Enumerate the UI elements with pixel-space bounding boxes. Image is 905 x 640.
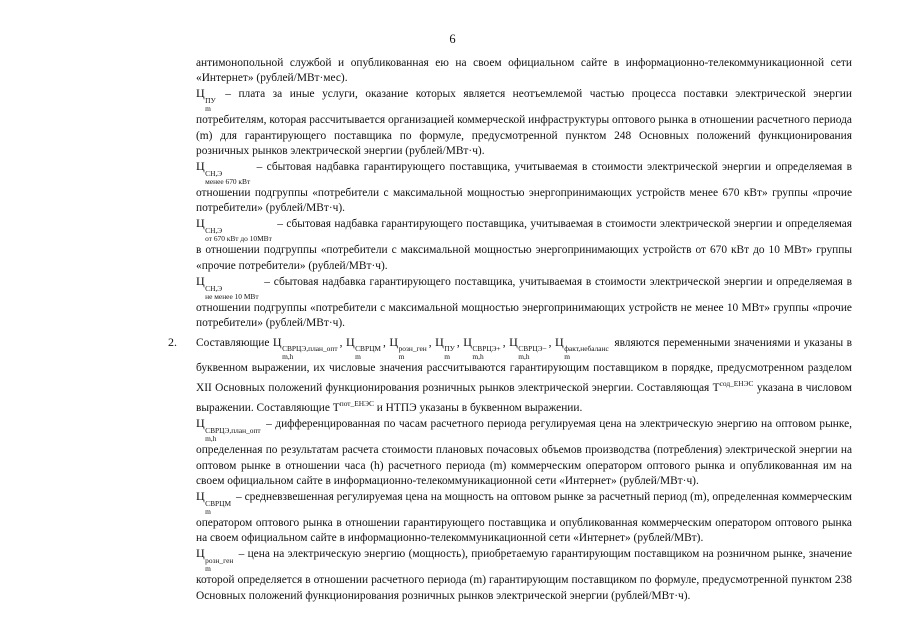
item-2-text: Составляющие Ц СВРЦЭ,план_опт m,h , Ц СВРЦМ m , Ц розн_ген m , Ц ПУ m , Ц СВРЦЭ+ m,h , Ц СВРЦЭ− m,h , Ц факт,небаланс m являются переменными значениями и указаны в буквенном выражении, их числовые значения рассчитываются гарантирующим поставщиком в порядке, предусмотренном разделом XII Основных положений функционирования розничных рынков электрической энергии. Составляющая $Т^{сод\_ЕНЭС}$ указана в числовом выражении. Составляющие $Т^{пот\_ЕНЭС}$ и НТПЭ указаны в буквенном выражении. — [196, 335, 853, 415]
item-text: указана в числовом выражении. Составляющие Т — [196, 382, 852, 415]
definition-markup-less-670 — [196, 159, 852, 216]
formula-symbol: Ц СН,Э от 670 кВт до 10МВт — [196, 216, 272, 244]
definition-text: – сбытовая надбавка гарантирующего поставщика, учитываемая в стоимости электрической энергии и определяемая в отношении подгруппы «потребители с максимальной мощностью энергопринимающих устройств менее 670 кВт» группы «прочие потребители» (рублей/МВт·ч). — [196, 161, 852, 215]
item-lead: Составляющие — [196, 337, 273, 350]
definition-svrce-plan — [196, 416, 852, 489]
definition-text: – сбытовая надбавка гарантирующего поставщика, учитываемая в стоимости электрической энергии и определяемая в отношении подгруппы «потребители с максимальной мощностью энергопринимающих устройств не менее 10 МВт» группы «прочие потребители» (рублей/МВт·ч). — [196, 275, 852, 330]
formula-symbol: Ц СВРЦЭ− m,h — [509, 335, 547, 362]
definition-rozn-gen — [196, 546, 852, 603]
t-sod-sup: сод_ЕНЭС — [719, 379, 754, 389]
definition-other-services — [196, 86, 852, 159]
formula-symbol: Ц СН,Э менее 670 кВт — [196, 159, 251, 187]
formula-symbol: Ц СВРЦМ m — [345, 335, 382, 362]
formula-symbol: Ц СН,Э не менее 10 МВт — [196, 273, 259, 301]
formula-symbol: Ц СВРЦМ m — [196, 489, 232, 517]
definition-text: – плата за иные услуги, оказание которых является неотъемлемой частью процесса поставки электрической энергии потребителям, которая рассчитывается организацией коммерческой инфраструктуры оптового рынка в отношении расчетного периода (m) для гарантирующего поставщика по формуле, предусмотренной пунктом 248 Основных положений функционирования розничных рынков электрической энергии (рублей/МВт·ч). — [196, 88, 852, 157]
definition-text: – дифференцированная по часам расчетного периода регулируемая цена на электрическую энергию на оптовом рынке, определенная по результатам расчета стоимости плановых почасовых объемов производства (потребления) электрической энергии на оптовом рынке в отношении часа (h) расчетного периода (m) коммерческим оператором оптового рынка и опубликованная им на своем официальном сайте в информационно-телекоммуникационной сети «Интернет» (рублей/МВт·ч). — [196, 418, 852, 487]
formula-symbol: Ц СВРЦЭ,план_опт m,h — [196, 416, 261, 444]
item-text: и НТПЭ указаны в буквенном выражении. — [373, 402, 583, 415]
definition-text: – средневзвешенная регулируемая цена на мощность на оптовом рынке за расчетный период (m), определенная коммерческим оператором оптового рынка в отношении гарантирующего поставщика и опубликованная коммерческим оператором оптового рынка на своем официальном сайте в информационно-телекоммуникационной сети «Интернет» (рублей/МВт). — [196, 491, 852, 545]
list-marker: 2. — [168, 335, 177, 350]
definition-text: – сбытовая надбавка гарантирующего поставщика, учитываемая в стоимости электрической энергии и определяемая в отношении подгруппы «потребители с максимальной мощностью энергопринимающих устройств от 670 кВт до 10 МВт» группы «прочие потребители» (рублей/МВт·ч). — [196, 218, 852, 272]
paragraph-continuation: антимонопольной службой и опубликованная ею на своем официальном сайте в информационно-телекоммуникационной сети «Интернет» (рублей/МВт·мес). — [196, 57, 852, 85]
definition-markup-10-plus — [196, 274, 852, 331]
item-text: являются переменными значениями и указаны в буквенном выражении, их числовые значения рассчитываются гарантирующим поставщиком в порядке, предусмотренном разделом XII Основных положений функционирования розничных рынков электрической энергии. Составляющая Т — [196, 337, 853, 395]
page-number: 6 — [449, 32, 456, 46]
formula-symbol: Ц СВРЦЭ+ m,h — [463, 335, 501, 362]
formula-symbol: Ц розн_ген m — [196, 546, 234, 574]
formula-symbol: Ц факт,небаланс m — [555, 335, 609, 362]
list-item-2 — [168, 335, 853, 416]
definition-svrcm — [196, 489, 852, 546]
definition-text: – цена на электрическую энергию (мощность), приобретаемую гарантирующим поставщиком на розничном рынке, значение которой определяется в отношении расчетного периода (m) гарантирующим поставщиком по формуле, предусмотренной пунктом 238 Основных положений функционирования розничных рынков электрической энергии (рублей/МВт·ч). — [196, 548, 852, 602]
formula-symbol: Ц ПУ m — [435, 335, 455, 362]
formula-symbol: Ц розн_ген m — [389, 335, 427, 362]
t-pot-sup: пот_ЕНЭС — [339, 399, 374, 409]
document-body — [168, 56, 853, 604]
definition-markup-670-10 — [196, 216, 852, 273]
formula-symbol: Ц СВРЦЭ,план_опт m,h — [272, 335, 338, 362]
formula-symbol: Ц ПУ m — [196, 86, 216, 114]
